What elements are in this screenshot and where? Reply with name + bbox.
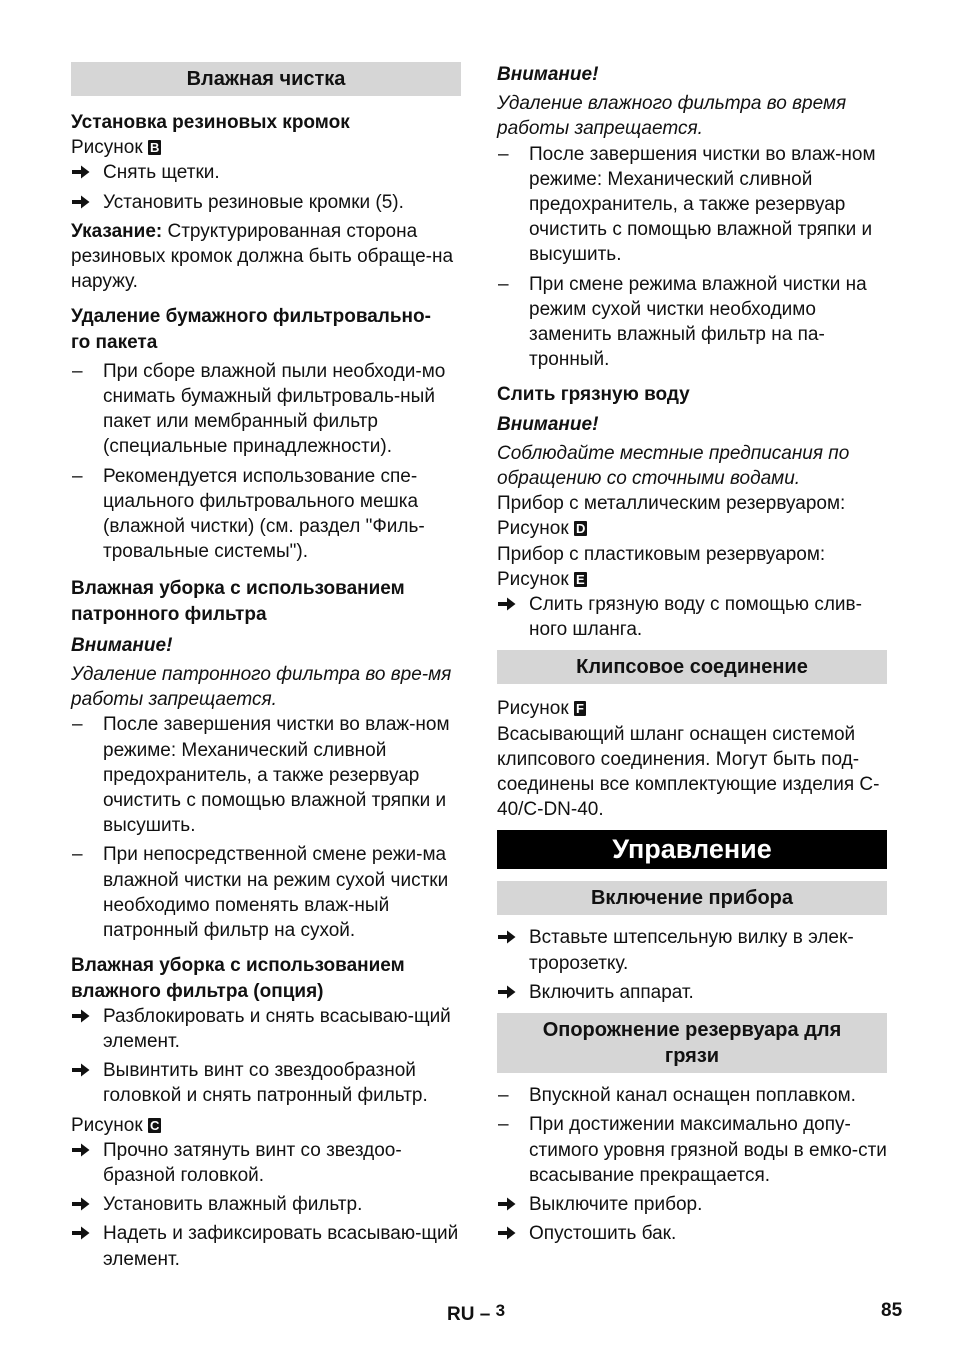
list-item: – При смене режима влажной чистки на режим сухой чистки необходимо заменить влажный фильтр на па-тронный. [498,273,867,371]
list-item: – При достижении максимально допу-стимого уровня грязной воды в емко-сти всасывание прекращается. [498,1114,887,1186]
list-item: – После завершения чистки во влаж-ном режиме: Механический сливной предохранитель, а также резервуар очистить с помощью влажной тряпки и высушить. [72,714,450,837]
step-item: Надеть и зафиксировать всасываю-щий элемент. [71,1221,461,1271]
arrow-icon [497,592,529,617]
note: Указание: Структурированная сторона резиновых кромок должна быть обраще-на наружу. [71,220,454,293]
list-item: – Впускной канал оснащен поплавком. [498,1085,856,1107]
arrow-icon [497,925,529,950]
section-header-clip: Клипсовое соединение [497,650,887,684]
arrow-icon [71,1221,103,1246]
step-item: Опустошить бак. [497,1221,887,1246]
heading-drain: Слить грязную воду [497,384,690,406]
figure-badge-d: D [575,521,586,537]
figure-badge-c: C [149,1117,160,1133]
footer-section-label: RU – 3 [447,1301,506,1325]
heading-paper-bag: Удаление бумажного фильтровально- го пакета [71,306,431,353]
figure-ref-b: Рисунок B [71,137,160,159]
arrow-icon [71,1138,103,1163]
attention-label: Внимание! [497,64,599,85]
arrow-icon [497,1221,529,1246]
arrow-icon [71,1004,103,1029]
arrow-icon [71,160,103,185]
clip-text: Всасывающий шланг оснащен системой клипсового соединения. Могут быть под-соединены все комплектующие изделия C-40/C-DN-40. [497,723,880,821]
figure-ref-f: Рисунок F [497,698,584,720]
section-header-empty-tank: Опорожнение резервуара для грязи [497,1013,887,1073]
attention-label: Внимание! [71,634,173,656]
step-item: Снять щетки. [71,160,461,185]
figure-badge-b: B [149,140,160,156]
warning-text: Удаление патронного фильтра во вре-мя работы запрещается. [71,664,452,711]
step-item: Вставьте штепсельную вилку в элек-тророзетку. [497,925,887,975]
list-item: – При непосредственной смене режи-ма влажной чистки на режим сухой чистки необходимо поменять влаж-ный патронный фильтр на сухой. [72,844,449,942]
metal-tank-text: Прибор с металлическим резервуаром: [497,493,846,515]
warning-text: Удаление влажного фильтра во время работы запрещается. [497,93,847,140]
step-item: Выключите прибор. [497,1192,887,1217]
figure-ref-c: Рисунок C [71,1114,160,1136]
heading-cartridge-filter: Влажная уборка с использованием патронного фильтра [71,578,405,625]
list-item: – Рекомендуется использование спе-циального фильтровального мешка (влажной чистки) (см. раздел "Филь-тровальные системы"). [72,465,425,563]
arrow-icon [497,1192,529,1217]
chapter-header-operation: Управление [497,830,887,869]
arrow-icon [71,1192,103,1217]
step-item: Вывинтить винт со звездообразной головкой и снять патронный фильтр. [71,1058,461,1108]
step-item: Прочно затянуть винт со звездоо-бразной головкой. [71,1138,461,1188]
right-column [497,62,887,1246]
figure-ref-d: Рисунок D [497,518,586,540]
figure-badge-f: F [575,701,584,717]
attention-label: Внимание! [497,413,599,435]
list-item: – После завершения чистки во влаж-ном режиме: Механический сливной предохранитель, а также резервуар очистить с помощью влажной тряпки и высушить. [498,143,876,266]
step-item: Слить грязную воду с помощью слив-ного шланга. [497,592,887,642]
arrow-icon [71,1058,103,1083]
step-item: Установить влажный фильтр. [71,1192,461,1217]
step-item: Включить аппарат. [497,980,887,1005]
left-column [71,62,461,1272]
step-item: Установить резиновые кромки (5). [71,190,461,215]
footer-page-number: 85 [881,1300,903,1321]
heading-rubber-lips: Установка резиновых кромок [71,112,350,133]
section-header-wet-cleaning: Влажная чистка [71,62,461,96]
figure-badge-e: E [575,571,585,587]
arrow-icon [497,980,529,1005]
step-item: Разблокировать и снять всасываю-щий элемент. [71,1004,461,1054]
arrow-icon [71,190,103,215]
warning-text: Соблюдайте местные предписания по обращению со сточными водами. [497,442,850,490]
figure-ref-e: Рисунок E [497,568,585,590]
heading-wet-filter: Влажная уборка с использованием влажного фильтра (опция) [71,955,405,1002]
section-header-power-on: Включение прибора [497,881,887,915]
plastic-tank-text: Прибор с пластиковым резервуаром: [497,543,826,565]
list-item: – При сборе влажной пыли необходи-мо снимать бумажный фильтроваль-ный пакет или мембранный фильтр (специальные принадлежности). [72,360,446,458]
